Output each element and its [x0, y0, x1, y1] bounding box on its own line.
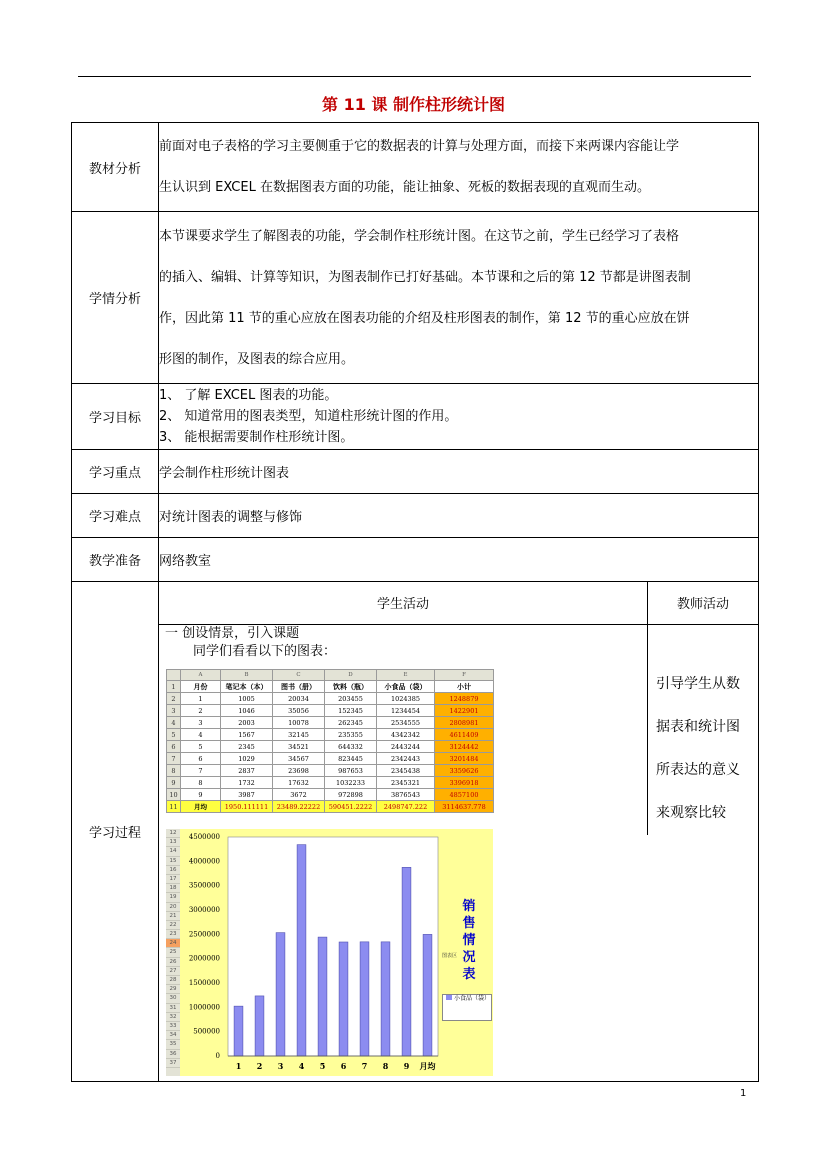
cell: 20034 [273, 693, 325, 705]
row-number: 21 [166, 912, 180, 921]
cell: 3359626 [435, 765, 494, 777]
page-title: 第 11 课 制作柱形统计图 [322, 95, 505, 114]
row-number: 37 [166, 1059, 180, 1068]
cell: 2534555 [377, 717, 435, 729]
text-line: 2、 知道常用的图表类型，知道柱形统计图的作用。 [159, 409, 458, 424]
y-tick-label: 1500000 [188, 979, 220, 987]
row-number: 20 [166, 903, 180, 912]
bar [297, 845, 306, 1056]
table-row [167, 729, 494, 741]
cell: 203455 [325, 693, 377, 705]
bar [423, 934, 432, 1056]
row-number: 23 [166, 930, 180, 939]
cell: 987653 [325, 765, 377, 777]
legend-swatch [446, 995, 452, 1000]
row-number: 26 [166, 958, 180, 967]
row-number: 36 [166, 1050, 180, 1059]
intro-line: 同学们看看以下的图表： [193, 643, 337, 659]
chart-title [454, 898, 484, 983]
row-content [159, 212, 759, 384]
row-number: 32 [166, 1013, 180, 1022]
x-tick-label: 8 [382, 1061, 389, 1071]
cell: 小食品（袋） [377, 681, 435, 693]
bar [234, 1006, 243, 1056]
y-tick-label: 2000000 [188, 954, 220, 963]
cell: 235355 [325, 729, 377, 741]
cell: 10078 [273, 717, 325, 729]
row-label: 学情分析 [72, 212, 159, 384]
bar [276, 933, 285, 1056]
text-line: 所表达的意义 [656, 761, 740, 778]
cell: 1422901 [435, 705, 494, 717]
cell: 3114637.778 [435, 801, 494, 813]
text-line: 生认识到 EXCEL 在数据图表方面的功能，能让抽象、死板的数据表现的直观而生动。 [159, 180, 650, 195]
intro-line: 一 创设情景，引入课题 [165, 625, 300, 641]
table-row [167, 753, 494, 765]
cell: 1046 [221, 705, 273, 717]
text-line: 本节课要求学生了解图表的功能，学会制作柱形统计图。在这节之前，学生已经学习了表格 [159, 228, 680, 244]
cell: 2342443 [377, 753, 435, 765]
row-number: 28 [166, 976, 180, 985]
cell: 2498747.222 [377, 801, 435, 813]
cell: 图书（册） [273, 681, 325, 693]
x-tick-label: 1 [235, 1061, 242, 1071]
text-line: 的插入、编辑、计算等知识，为图表制作已打好基础。本节课和之后的第 12 节都是讲图表制 [159, 269, 691, 285]
table-row [167, 741, 494, 753]
cell: 644332 [325, 741, 377, 753]
cell: 4342342 [377, 729, 435, 741]
cell: 月均 [181, 801, 221, 813]
row-content: 网络教室 [159, 538, 759, 582]
row-label: 学习重点 [72, 450, 159, 494]
table-row [167, 777, 494, 789]
row-label: 学习目标 [72, 384, 159, 450]
cell: 2345 [221, 741, 273, 753]
cell: 5 [181, 741, 221, 753]
cell: 月份 [181, 681, 221, 693]
bar [318, 937, 327, 1056]
cell: 3396918 [435, 777, 494, 789]
row-label: 学习难点 [72, 494, 159, 538]
row-number: 25 [166, 948, 180, 957]
y-tick-label: 4500000 [188, 833, 220, 841]
row-number: 15 [166, 857, 180, 866]
row-number: 2 [167, 693, 181, 705]
row-number: 11 [167, 801, 181, 813]
table-row [167, 717, 494, 729]
bar [402, 867, 411, 1056]
x-tick-label: 6 [340, 1061, 347, 1071]
y-tick-label: 2500000 [188, 930, 220, 939]
row-label: 教材分析 [72, 123, 159, 212]
row-number: 16 [166, 866, 180, 875]
cell: 1234454 [377, 705, 435, 717]
row-number: 10 [167, 789, 181, 801]
cell: 590451.2222 [325, 801, 377, 813]
table-row [167, 705, 494, 717]
x-tick-label: 月均 [419, 1061, 436, 1071]
cell: 2003 [221, 717, 273, 729]
cell: 3 [181, 717, 221, 729]
cell: 4857100 [435, 789, 494, 801]
x-tick-label: 2 [256, 1061, 263, 1071]
x-tick-label: 9 [403, 1061, 410, 1071]
row-number: 31 [166, 1004, 180, 1013]
table-row [167, 693, 494, 705]
cell: 4611409 [435, 729, 494, 741]
text-line: 来观察比较 [656, 804, 726, 821]
cell: 1029 [221, 753, 273, 765]
row-content [159, 384, 759, 450]
column-letter: F [435, 670, 494, 681]
cell: 1950.111111 [221, 801, 273, 813]
column-letters [167, 670, 494, 681]
bar [255, 996, 264, 1056]
cell: 3987 [221, 789, 273, 801]
row-number: 35 [166, 1040, 180, 1049]
column-letter: D [325, 670, 377, 681]
cell: 8 [181, 777, 221, 789]
cell: 9 [181, 789, 221, 801]
x-tick-label: 3 [277, 1061, 284, 1071]
cell: 152345 [325, 705, 377, 717]
cell: 23489.22222 [273, 801, 325, 813]
header-row [167, 681, 494, 693]
y-tick-label: 1000000 [188, 1003, 220, 1012]
x-tick-label: 5 [319, 1061, 326, 1071]
chart-title-char: 表 [462, 967, 476, 982]
row-label: 教学准备 [72, 538, 159, 582]
row-number: 12 [166, 829, 180, 838]
cell: 1567 [221, 729, 273, 741]
row-number: 22 [166, 921, 180, 930]
cell: 3124442 [435, 741, 494, 753]
row-number: 19 [166, 893, 180, 902]
text-line: 引导学生从数 [656, 675, 740, 692]
chart-title-char: 销 [462, 899, 476, 914]
text-line: 据表和统计图 [656, 718, 740, 735]
row-number: 9 [167, 777, 181, 789]
row-number: 7 [167, 753, 181, 765]
cell: 972898 [325, 789, 377, 801]
column-letter: A [181, 670, 221, 681]
text-line: 3、 能根据需要制作柱形统计图。 [159, 430, 354, 445]
text-line: 前面对电子表格的学习主要侧重于它的数据表的计算与处理方面，而接下来两课内容能让学 [159, 139, 680, 154]
row-number: 24 [166, 939, 180, 948]
plot-area-label: 图表区 [442, 953, 458, 959]
cell: 2808981 [435, 717, 494, 729]
cell: 1732 [221, 777, 273, 789]
row-number: 8 [167, 765, 181, 777]
cell: 2345438 [377, 765, 435, 777]
column-letter: E [377, 670, 435, 681]
chart-title-text [454, 898, 484, 983]
cell: 2345321 [377, 777, 435, 789]
cell: 1 [181, 693, 221, 705]
student-activity-header: 学生活动 [159, 582, 648, 624]
x-tick-label: 7 [361, 1061, 368, 1071]
cell: 1248879 [435, 693, 494, 705]
x-tick-label: 4 [298, 1061, 305, 1071]
cell: 1005 [221, 693, 273, 705]
y-tick-label: 500000 [193, 1027, 220, 1036]
page-number: 1 [740, 1088, 747, 1099]
legend-label: 小食品（袋） [454, 995, 491, 1002]
row-number: 3 [167, 705, 181, 717]
y-tick-label: 4000000 [188, 857, 220, 866]
teacher-activity [648, 624, 759, 835]
cell: 小计 [435, 681, 494, 693]
cell: 2837 [221, 765, 273, 777]
chart-title-char: 售 [462, 916, 476, 931]
row-content [159, 123, 759, 212]
row-number: 6 [167, 741, 181, 753]
cell: 4 [181, 729, 221, 741]
cell: 262345 [325, 717, 377, 729]
average-row [167, 801, 494, 813]
row-content: 对统计图表的调整与修饰 [159, 494, 759, 538]
row-number: 4 [167, 717, 181, 729]
cell: 32145 [273, 729, 325, 741]
cell: 笔记本（本） [221, 681, 273, 693]
cell: 823445 [325, 753, 377, 765]
table-row [167, 789, 494, 801]
cell: 17632 [273, 777, 325, 789]
text-line: 形图的制作，及图表的综合应用。 [159, 351, 355, 367]
cell: 3876543 [377, 789, 435, 801]
row-number: 14 [166, 847, 180, 856]
column-letter: B [221, 670, 273, 681]
y-tick-label: 3500000 [188, 881, 220, 890]
y-tick-label: 0 [215, 1052, 220, 1060]
chart-legend [442, 994, 492, 1021]
column-letter [167, 670, 181, 681]
bar [360, 942, 369, 1056]
cell: 饮料（瓶） [325, 681, 377, 693]
row-number: 30 [166, 994, 180, 1003]
row-number: 18 [166, 884, 180, 893]
cell: 7 [181, 765, 221, 777]
cell: 35056 [273, 705, 325, 717]
y-tick-label: 3000000 [188, 906, 220, 914]
row-number: 1 [167, 681, 181, 693]
cell: 2443244 [377, 741, 435, 753]
row-number: 33 [166, 1022, 180, 1031]
bar [381, 942, 390, 1056]
row-number: 27 [166, 967, 180, 976]
row-number: 17 [166, 875, 180, 884]
row-number: 13 [166, 838, 180, 847]
text-line: 1、 了解 EXCEL 图表的功能。 [159, 388, 338, 403]
teacher-activity-header: 教师活动 [648, 582, 759, 624]
text-line: 作，因此第 11 节的重心应放在图表功能的介绍及柱形图表的制作，第 12 节的重心应放在饼 [159, 310, 690, 326]
chart-title-char: 情 [462, 933, 476, 948]
header-rule [78, 76, 751, 77]
row-label: 学习过程 [72, 582, 159, 1082]
row-number: 29 [166, 985, 180, 994]
bar [339, 942, 348, 1056]
chart-title-char: 况 [462, 950, 476, 965]
row-number: 34 [166, 1031, 180, 1040]
cell: 1032233 [325, 777, 377, 789]
cell: 3672 [273, 789, 325, 801]
cell: 1024385 [377, 693, 435, 705]
cell: 34567 [273, 753, 325, 765]
row-number: 5 [167, 729, 181, 741]
table-row [167, 765, 494, 777]
cell: 6 [181, 753, 221, 765]
column-letter: C [273, 670, 325, 681]
cell: 3201484 [435, 753, 494, 765]
excel-data-table [166, 669, 494, 813]
cell: 2 [181, 705, 221, 717]
cell: 23698 [273, 765, 325, 777]
row-content: 学会制作柱形统计图表 [159, 450, 759, 494]
cell: 34521 [273, 741, 325, 753]
